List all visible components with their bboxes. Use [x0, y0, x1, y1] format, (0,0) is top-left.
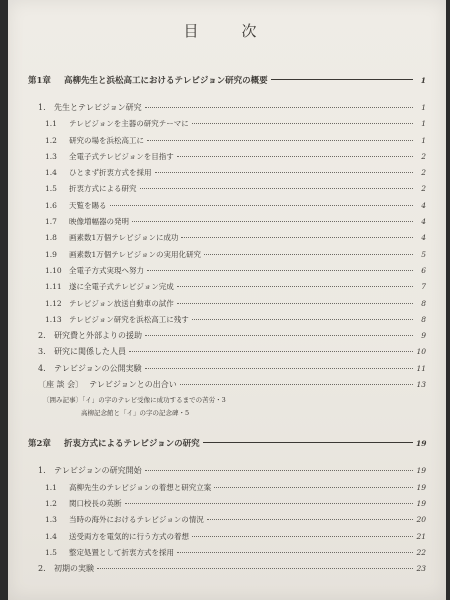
toc-entry-title: テレビジョンを主器の研究テーマに: [69, 119, 189, 129]
toc-leader-dots: [129, 351, 413, 352]
toc-boxed-note: [28, 395, 426, 408]
toc-entry-number: 1.2: [45, 498, 57, 508]
toc-page-number: 19: [416, 482, 426, 492]
toc-section-entry[interactable]: [28, 330, 426, 346]
toc-leader-dots: [132, 221, 413, 222]
toc-page-number: 10: [416, 347, 426, 357]
toc-leader-dots: [145, 470, 413, 471]
toc-spacer: [28, 94, 426, 102]
toc-entry-title: 折衷方式によるテレビジョンの研究: [64, 439, 200, 450]
toc-leader-dots: [181, 237, 413, 238]
toc-entry-number: 1.4: [45, 531, 57, 541]
toc-entry-number: 1.8: [45, 233, 57, 243]
toc-entry-title: 初期の実験: [54, 564, 94, 574]
toc-entry-number: 1.1: [45, 482, 57, 492]
toc-entry-number: 1.7: [45, 217, 57, 227]
toc-page-number: 4: [421, 200, 426, 210]
toc-leader-dots: [147, 270, 413, 271]
toc-entry-title: 全電子式テレビジョンを目指す: [69, 151, 174, 161]
toc-page-number: 19: [416, 498, 426, 508]
toc-entry-title: 当時の海外におけるテレビジョンの情況: [69, 515, 204, 525]
toc-entry-number: 1.: [38, 103, 46, 112]
toc-entry-number: 1.5: [45, 547, 57, 557]
toc-entry-title: 送受両方を電気的に行う方式の着想: [69, 531, 189, 541]
toc-page-number: 19: [416, 439, 427, 449]
toc-entry-number: 1.13: [45, 314, 62, 324]
toc-subsection-entry[interactable]: [28, 265, 426, 281]
toc-entry-title: 高柳先生と浜松高工におけるテレビジョン研究の概要: [64, 76, 268, 86]
toc-page-number: 1: [420, 76, 426, 85]
toc-entry-title: テレビジョンの公開実験: [54, 363, 142, 373]
toc-chapter-entry[interactable]: [28, 437, 426, 457]
table-of-contents: [28, 74, 426, 579]
toc-entry-title: 映像増幅器の発明: [69, 217, 129, 227]
toc-page-number: 20: [416, 515, 426, 525]
toc-leader-dots: [192, 123, 413, 124]
toc-leader-dots: [97, 568, 413, 569]
toc-leader-dots: [147, 140, 413, 141]
toc-entry-number: 1.1: [45, 119, 57, 129]
toc-entry-title: 高柳先生のテレビジョンの着想と研究立案: [69, 482, 212, 492]
toc-spacer: [28, 457, 426, 465]
toc-leader-dots: [271, 79, 413, 80]
toc-entry-number: 1.4: [45, 168, 57, 178]
toc-entry-number: 2.: [38, 331, 46, 341]
toc-page-number: 11: [416, 363, 426, 373]
toc-entry-number: 3.: [38, 347, 46, 357]
toc-leader-dots: [192, 319, 413, 320]
toc-page-number: 2: [421, 151, 426, 161]
toc-leader-dots: [155, 172, 414, 173]
toc-entry-number: 第2章: [28, 439, 51, 450]
toc-subsection-entry[interactable]: [28, 514, 426, 530]
toc-leader-dots: [177, 303, 413, 304]
toc-page-number: 8: [421, 314, 426, 324]
toc-entry-number: 〔座 談 会〕: [38, 380, 84, 390]
toc-entry-number: 1.10: [45, 265, 62, 275]
toc-subsection-entry[interactable]: [28, 216, 426, 232]
toc-subsection-entry[interactable]: [28, 482, 426, 498]
toc-page-number: 2: [421, 184, 426, 194]
toc-page-number: 19: [416, 466, 426, 476]
toc-page-number: 8: [421, 298, 426, 308]
toc-subsection-entry[interactable]: [28, 200, 426, 216]
toc-entry-title: 研究に関係した人員: [54, 347, 126, 357]
toc-leader-dots: [177, 552, 413, 553]
toc-page-number: 22: [416, 547, 426, 557]
toc-page-number: 5: [421, 249, 426, 259]
toc-section-entry[interactable]: [28, 363, 426, 379]
toc-entry-number: 4.: [38, 363, 46, 373]
toc-entry-number: 1.: [38, 466, 46, 476]
toc-spacer: [28, 421, 426, 437]
toc-subsection-entry[interactable]: [28, 281, 426, 297]
book-page: [8, 0, 446, 600]
toc-leader-dots: [192, 536, 413, 537]
toc-section-entry[interactable]: [28, 102, 426, 118]
toc-entry-title: 天覧を賜る: [69, 200, 107, 210]
toc-entry-number: 1.11: [45, 282, 62, 292]
toc-entry-number: 2.: [38, 564, 46, 574]
toc-boxed-note: [28, 408, 426, 421]
toc-section-entry[interactable]: [28, 346, 426, 362]
toc-section-entry[interactable]: [28, 465, 426, 481]
toc-entry-number: 1.9: [45, 249, 57, 259]
toc-page-number: 21: [416, 531, 426, 541]
toc-entry-title: テレビジョン研究を浜松高工に残す: [69, 314, 189, 324]
toc-page-number: 1: [421, 119, 426, 129]
toc-leader-dots: [204, 254, 413, 255]
toc-entry-title: 折衷方式による研究: [69, 184, 137, 194]
toc-subsection-entry[interactable]: [28, 167, 426, 183]
toc-subsection-entry[interactable]: [28, 314, 426, 330]
toc-leader-dots: [214, 487, 413, 488]
toc-subsection-entry[interactable]: [28, 531, 426, 547]
toc-leader-dots: [110, 205, 414, 206]
toc-entry-title: 関口校長の英断: [69, 498, 122, 508]
toc-entry-number: 第1章: [28, 76, 51, 86]
toc-subsection-entry[interactable]: [28, 249, 426, 265]
toc-section-entry[interactable]: [28, 379, 426, 395]
toc-entry-number: 1.6: [45, 200, 57, 210]
toc-entry-title: テレビジョンとの出合い: [89, 380, 177, 390]
toc-subsection-entry[interactable]: [28, 118, 426, 134]
toc-leader-dots: [125, 503, 414, 504]
toc-entry-title: 遂に全電子式テレビジョン完成: [69, 282, 174, 292]
toc-subsection-entry[interactable]: [28, 135, 426, 151]
toc-entry-number: 1.2: [45, 135, 57, 145]
toc-page-number: 13: [416, 380, 426, 390]
toc-leader-dots: [145, 335, 413, 336]
toc-leader-dots: [180, 384, 413, 385]
toc-note-label: 〔囲み記事〕「イ」の字のテレビ受像に成功するまでの苦労・3: [43, 396, 226, 405]
toc-subsection-entry[interactable]: [28, 183, 426, 199]
toc-leader-dots: [145, 368, 413, 369]
toc-entry-number: 1.3: [45, 151, 57, 161]
toc-entry-title: 全電子方式実現へ努力: [69, 265, 144, 275]
toc-subsection-entry[interactable]: [28, 151, 426, 167]
toc-entry-title: テレビジョンの研究開始: [54, 466, 142, 476]
toc-page-number: 6: [421, 265, 426, 275]
toc-chapter-entry[interactable]: [28, 74, 426, 94]
toc-entry-title: ひとまず折衷方式を採用: [69, 168, 152, 178]
toc-leader-dots: [140, 188, 414, 189]
toc-leader-dots: [177, 156, 413, 157]
page-title: 目 次: [183, 22, 271, 40]
toc-page-number: 9: [421, 331, 426, 341]
toc-page-number: 1: [421, 103, 426, 112]
toc-leader-dots: [177, 286, 413, 287]
toc-entry-title: 研究費と外部よりの援助: [54, 331, 142, 341]
toc-page-number: 4: [421, 217, 426, 227]
toc-subsection-entry[interactable]: [28, 298, 426, 314]
toc-entry-title: テレビジョン放送自動車の試作: [69, 298, 174, 308]
toc-page-number: 2: [421, 168, 426, 178]
toc-entry-title: 画素数1万個テレビジョンの実用化研究: [69, 249, 201, 259]
toc-page-number: 1: [421, 135, 426, 145]
toc-page-number: 4: [421, 233, 426, 243]
toc-subsection-entry[interactable]: [28, 547, 426, 563]
toc-subsection-entry[interactable]: [28, 498, 426, 514]
toc-section-entry[interactable]: [28, 563, 426, 579]
toc-entry-title: 画素数1万個テレビジョンに成功: [69, 233, 179, 243]
toc-subsection-entry[interactable]: [28, 232, 426, 248]
toc-page-number: 7: [421, 282, 426, 292]
toc-note-label: 高柳記念館と「イ」の字の記念碑・5: [81, 409, 190, 418]
toc-entry-number: 1.12: [45, 298, 62, 308]
toc-entry-title: 研究の場を浜松高工に: [69, 135, 144, 145]
toc-page-number: 23: [416, 564, 426, 574]
toc-leader-dots: [207, 519, 413, 520]
toc-entry-title: 整定処置として折衷方式を採用: [69, 547, 174, 557]
toc-entry-title: 先生とテレビジョン研究: [54, 103, 142, 112]
toc-entry-number: 1.3: [45, 515, 57, 525]
toc-leader-dots: [203, 442, 413, 443]
toc-entry-number: 1.5: [45, 184, 57, 194]
toc-leader-dots: [145, 107, 413, 108]
